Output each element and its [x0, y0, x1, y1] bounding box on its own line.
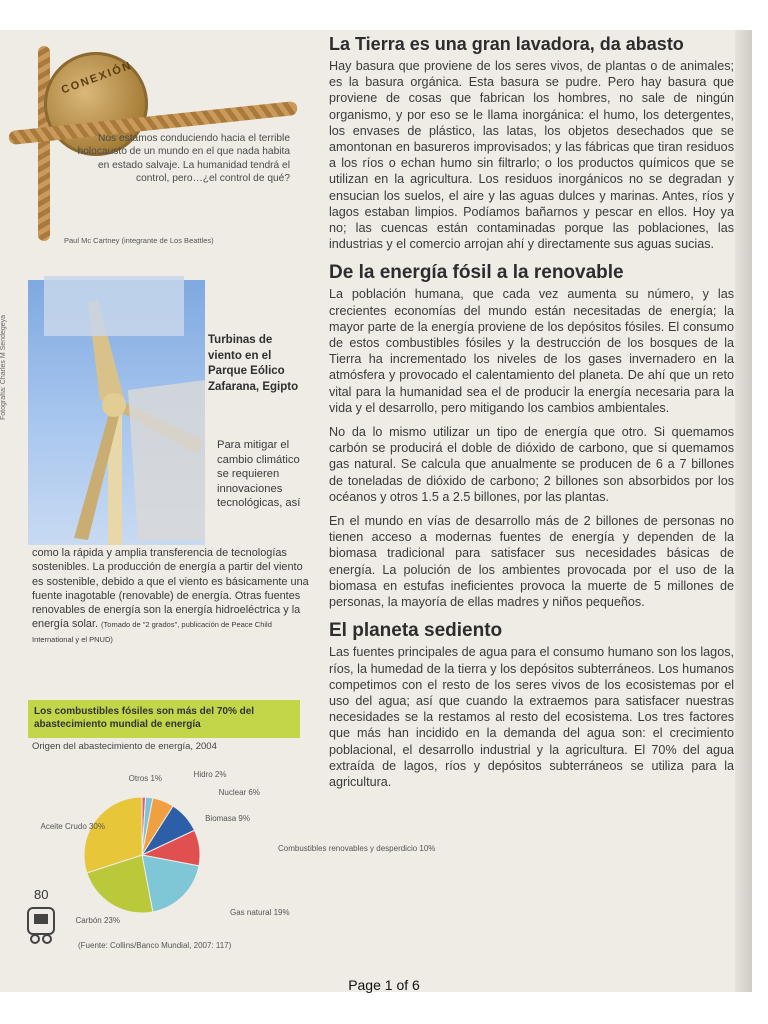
photo-caption-title: Turbinas de viento en el Parque Eólico Zafarana, Egipto — [208, 334, 299, 393]
heading-planeta: El planeta sediento — [329, 620, 503, 642]
pie-label-7: Aceite Crudo 30% — [40, 822, 105, 831]
page-edge — [735, 30, 752, 992]
pie-label-4: Combustibles renovables y desperdicio 10% — [278, 844, 436, 853]
photo-caption-source: (Tomado de "2 grados", publicación de Peace Child International y el PNUD) — [32, 620, 272, 644]
photo-overlay — [44, 276, 184, 336]
photo-caption-side: Para mitigar el cambio climático se requieren innovaciones tecnológicas, así — [217, 439, 301, 510]
page-number: 80 — [34, 887, 49, 902]
paragraph-agua: Las fuentes principales de agua para el consumo humano son los lagos, ríos, la humedad de la tierra y los depósitos subterráneos. Los humanos competimos con el resto de los seres vivos de los ecosistemas por el uso del agua; así que cuando la extraemos para satisfacer nuestras necesidades se la restamos al resto del ecosistema. Los tres factores que más han incidido en la demanda del agua son: el crecimiento poblacional, el desarrollo industrial y la agricultura. El 70% del agua extraída de lagos, ríos y depósitos subterráneos se utiliza para la agricultura. — [329, 645, 734, 789]
pie-label-6: Carbón 23% — [75, 916, 120, 925]
badge-label: CONEXIÓN — [59, 59, 135, 97]
heading-tierra: La Tierra es una gran lavadora, da abasto — [329, 34, 684, 54]
photo-credit: Fotografía: Charles M Sendegeya — [0, 314, 7, 420]
quote-text: Nos estamos conduciendo hacia el terrible holocausto de un mundo en el que nada habita en estado salvaje. La humanidad tendrá el control, pero…¿el control de qué? — [77, 133, 290, 185]
pie-label-1: Hidro 2% — [193, 770, 227, 779]
photo-caption-continued — [32, 546, 315, 646]
chart-subtitle: Origen del abastecimiento de energía, 2004 — [32, 741, 217, 752]
chart-source: (Fuente: Collins/Banco Mundial, 2007: 117) — [78, 941, 232, 950]
pie-label-0: Otros 1% — [128, 774, 162, 783]
quote-author: Paul Mc Cartney (integrante de Los Beattles) — [64, 236, 214, 245]
paragraph-energia-2: No da lo mismo utilizar un tipo de energía que otro. Si quemamos carbón se producirá el doble de dióxido de carbono, que si quemamos gas natural. Se calcula que anualmente se producen de 6 a 7 billones de toneladas de dióxido de carbono; 2 billones son absorbidos por los océanos y otros 1.5 a 2.5 billones, por las plantas. — [329, 425, 734, 504]
photo-caption-body: como la rápida y amplia transferencia de tecnologías sostenibles. La producción de energía a partir del viento es sostenible, debido a que el viento es básicamente una fuente inagotable (renovable) de energía. Otras fuentes renovables de energía son la energía hidroeléctrica y la energía solar. — [32, 547, 309, 631]
chart-title: Los combustibles fósiles son más del 70% del abastecimiento mundial de energía — [28, 700, 300, 738]
paragraph-energia-1: La población humana, que cada vez aumenta su número, y las crecientes economías del mundo están necesitadas de energía; la mayor parte de la energía proviene de los depósitos fósiles. El consumo de estos combustibles fósiles y la destrucción de los bosques de la Tierra ha incrementado los niveles de los gases invernadero en la atmósfera y provocado el calentamiento del planeta. De ahí que un reto vital para la humanidad sea el de producir la energía necesaria para la vida y el desarrollo, pero mitigando los cambios ambientales. — [329, 287, 734, 415]
rope-vertical — [38, 46, 50, 241]
book-logo-icon — [26, 906, 56, 944]
main-text-column — [329, 34, 734, 798]
paragraph-energia-3: En el mundo en vías de desarrollo más de 2 billones de personas no tienen acceso a modernas fuentes de energía y dependen de la biomasa tradicional para satisfacer sus necesidades básicas de energía. La polución de los ambientes provocada por el uso de la biomasa en estufas ineficientes provoca la muerte de 5 millones de personas, la mayoría de ellas madres y niños pequeños. — [329, 514, 734, 610]
heading-energia: De la energía fósil a la renovable — [329, 262, 624, 284]
paragraph-basura: Hay basura que proviene de los seres vivos, de plantas o de animales; es la basura orgánica. Esta basura se pudre. Pero hay basura que proviene de cosas que fabrican los hombres, no sale de ningún organismo, y por eso se le llama inorgánica: el humo, los detergentes, los envases de plástico, las latas, los objetos desechados que se amontonan en basureros improvisados; y las fábricas que tiran residuos a los ríos o echan humo sin filtrarlo; o los productos químicos que se utilizan en la agricultura. Los residuos inorgánicos no se degradan y ensucian los suelos, el aire y las aguas dulces y marinas. Antes, ríos y lagos estaban limpios. Podíamos bañarnos y pescar en ellos. Hoy ya no; las cuencas están contaminadas porque las poblaciones, las industrias y el comercio arrojan ahí y directamente sus aguas sucias. — [329, 59, 734, 252]
pie-label-5: Gas natural 19% — [230, 908, 290, 917]
page-indicator: Page 1 of 6 — [348, 977, 420, 993]
pie-label-3: Biomasa 9% — [205, 814, 250, 823]
connection-box — [8, 46, 313, 256]
pie-label-2: Nuclear 6% — [218, 788, 260, 797]
